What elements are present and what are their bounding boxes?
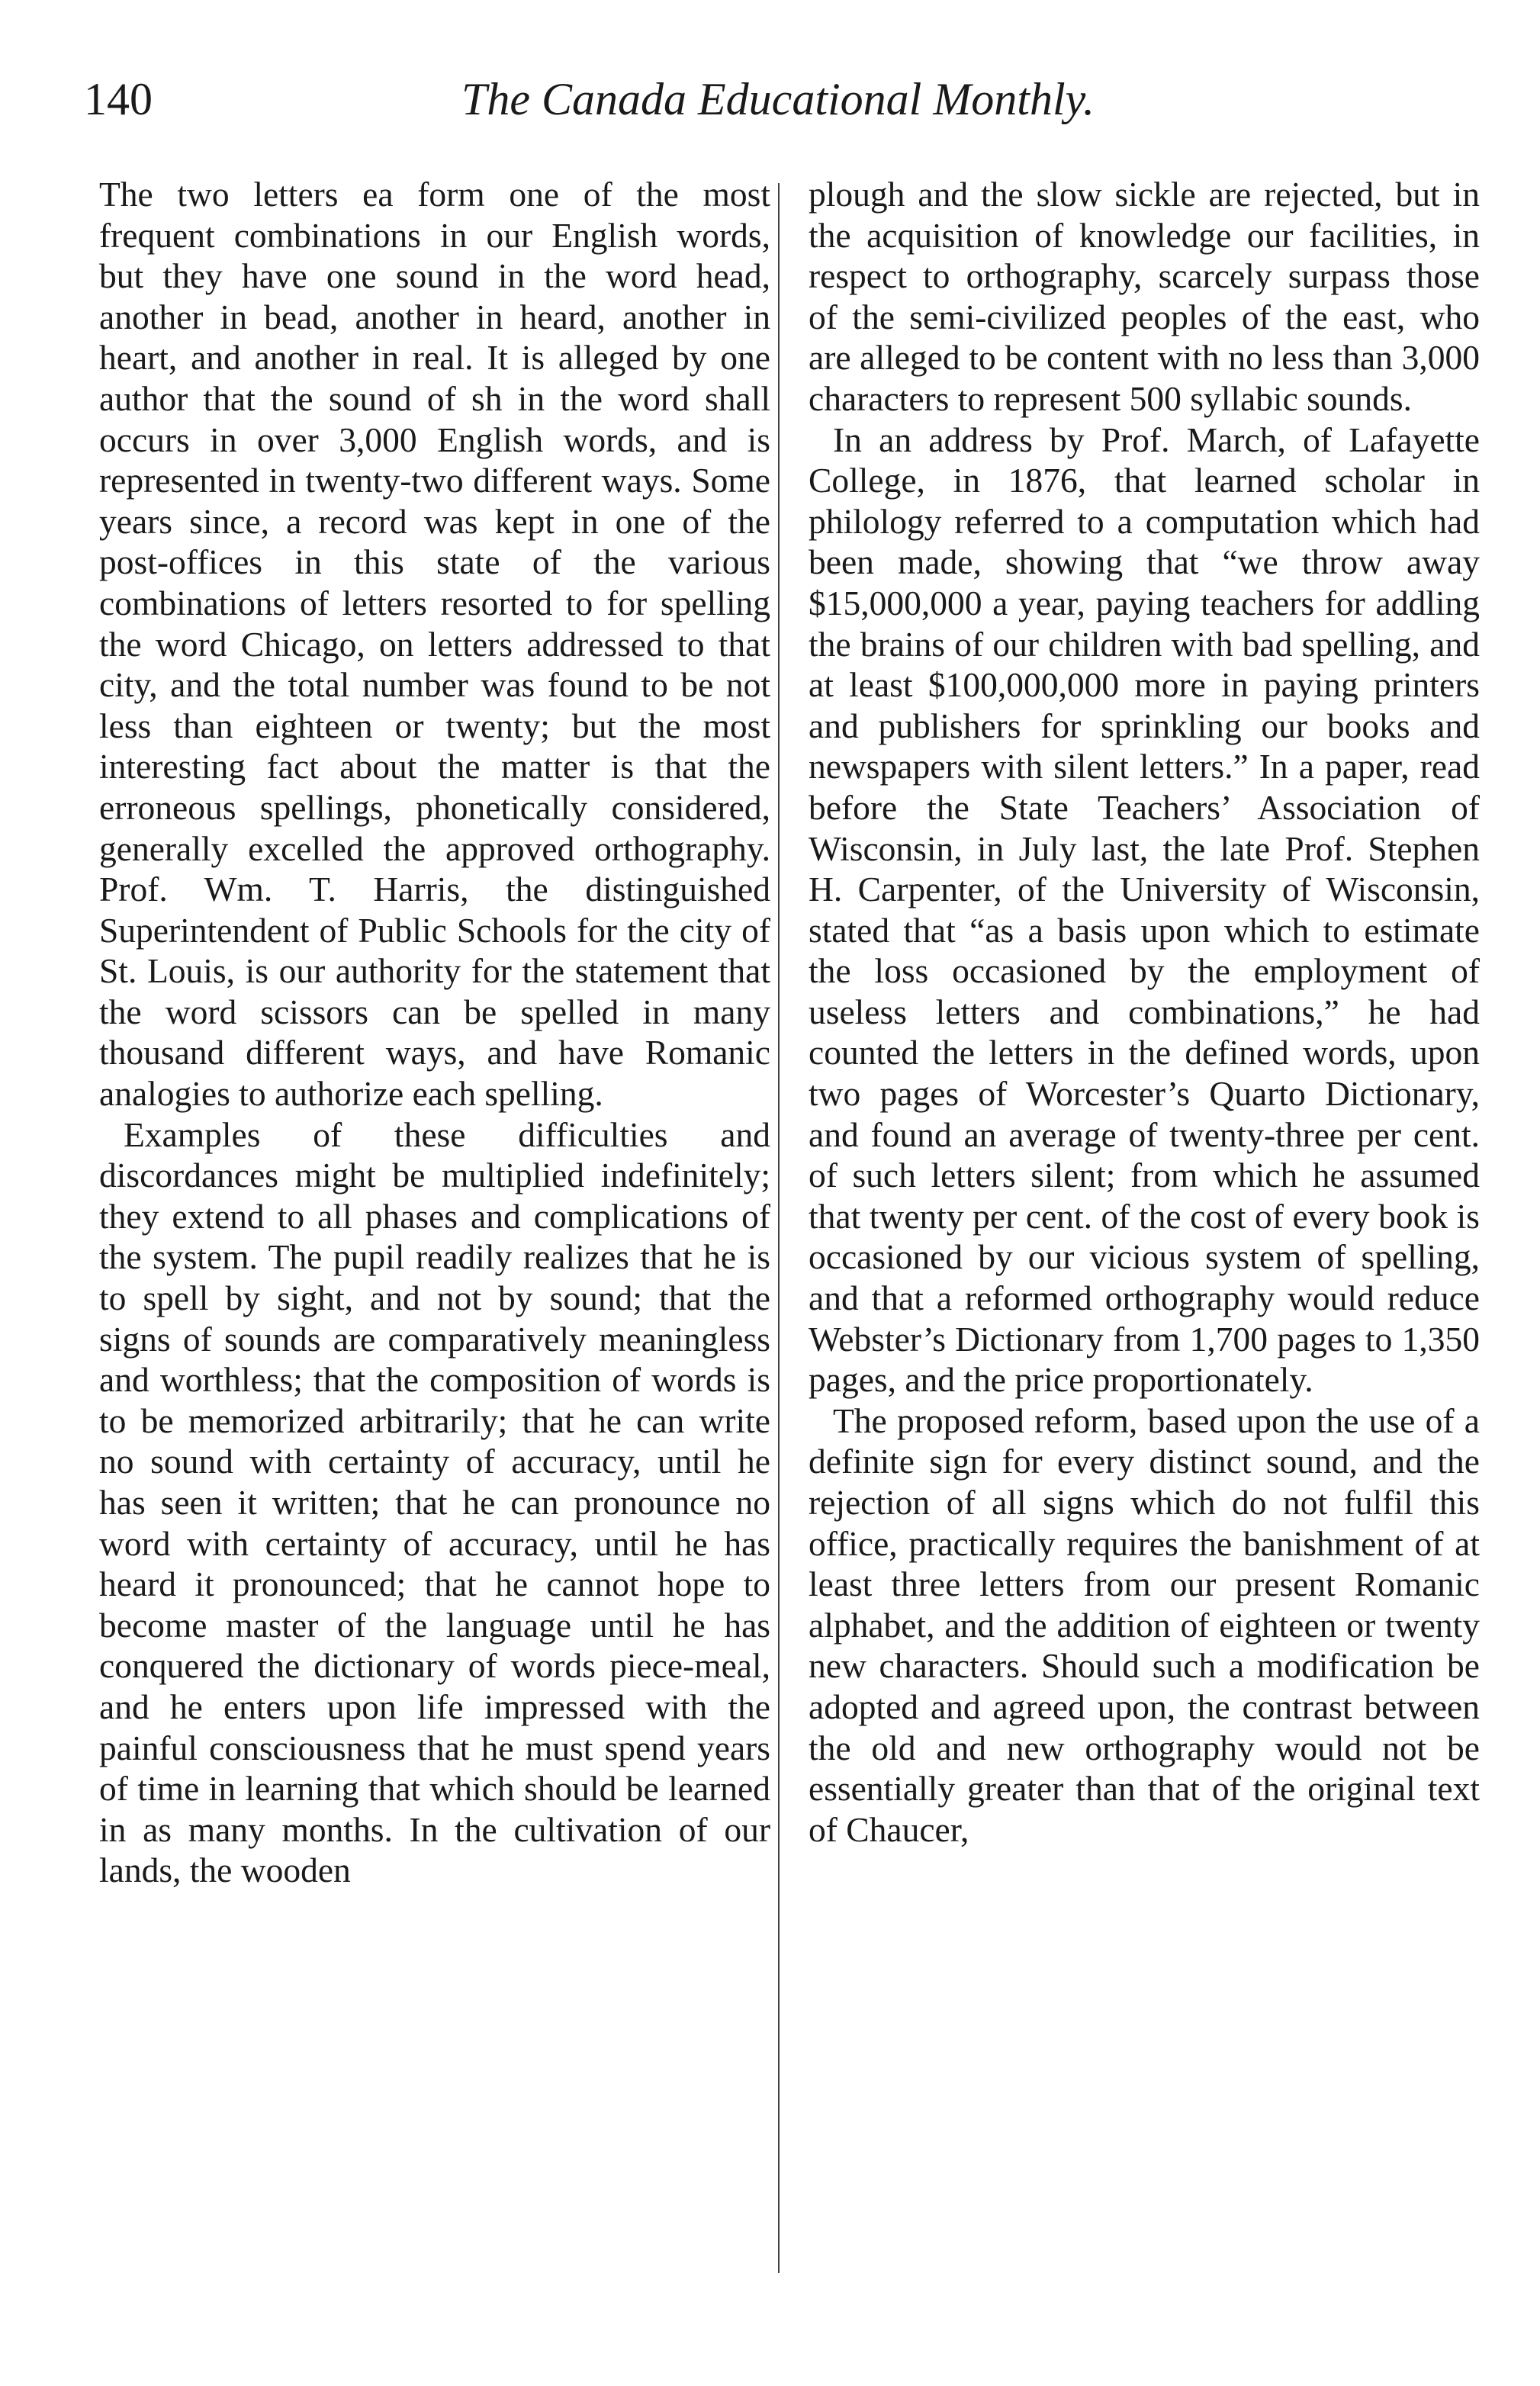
paragraph: plough and the slow sickle are rejected, but in the acquisition of knowledge our facilities, in respect to orthography, scarcely surpass those of the semi-civilized peoples of the east, who are alleged to be content with no less than 3,000 characters to represent 500 syllabic sounds. <box>809 175 1480 418</box>
right-column <box>809 174 1480 2287</box>
paragraph: The proposed reform, based upon the use of a definite sign for every distinct sound, and the rejection of all signs which do not fulfil this office, practically requires the banishment of at least three letters from our present Romanic alphabet, and the addition of eighteen or twenty new characters. Should such a modification be adopted and agreed upon, the contrast between the old and new orthography would not be essentially greater than that of the original text of Chaucer, <box>809 1400 1480 1849</box>
page-number: 140 <box>84 74 153 124</box>
column-divider <box>778 183 780 2273</box>
paragraph: In an address by Prof. March, of Lafayette College, in 1876, that learned scholar in philology referred to a computation which had been made, showing that “we throw away $15,000,000 a year, paying teachers for addling the brains of our children with bad spelling, and at least $100,000,000 more in paying printers and publishers for sprinkling our books and newspapers with silent letters.” In a paper, read before the State Teachers’ Association of Wisconsin, in July last, the late Prof. Stephen H. Carpenter, of the University of Wisconsin, stated that “as a basis upon which to estimate the loss occasioned by the employment of useless letters and combinations,” he had counted the letters in the defined words, upon two pages of Worcester’s Quarto Dictionary, and found an average of twenty-three per cent. of such letters silent; from which he assumed that twenty per cent. of the cost of every book is occasioned by our vicious system of spelling, and that a reformed orthography would reduce Webster’s Dictionary from 1,700 pages to 1,350 pages, and the price proportionately. <box>809 420 1480 1400</box>
page-header <box>84 73 1472 134</box>
paragraph: Examples of these difficulties and discordances might be multiplied indefinitely; they extend to all phases and complications of the system. The pupil readily realizes that he is to spell by sight, and not by sound; that the signs of sounds are comparatively meaningless and worthless; that the composition of words is to be memorized arbitrarily; that he can write no sound with certainty of accuracy, until he has seen it written; that he can pronounce no word with certainty of accuracy, until he has heard it pronounced; that he cannot hope to become master of the language until he has conquered the dictionary of words piece-meal, and he enters upon life impressed with the painful consciousness that he must spend years of time in learning that which should be learned in as many months. In the cultivation of our lands, the wooden <box>99 1114 770 1890</box>
running-title: The Canada Educational Monthly. <box>461 74 1095 124</box>
left-column <box>99 174 770 2287</box>
paragraph: The two letters ea form one of the most frequent combinations in our English words, but they have one sound in the word head, another in bead, another in heard, another in heart, and another in real. It is alleged by one author that the sound of sh in the word shall occurs in over 3,000 English words, and is represented in twenty-two different ways. Some years since, a record was kept in one of the post-offices in this state of the various combinations of letters resorted to for spelling the word Chicago, on letters addressed to that city, and the total number was found to be not less than eighteen or twenty; but the most interesting fact about the matter is that the erroneous spellings, phonetically considered, generally excelled the approved orthography. Prof. Wm. T. Harris, the distinguished Superintendent of Public Schools for the city of St. Louis, is our authority for the statement that the word scissors can be spelled in many thousand different ways, and have Romanic analogies to authorize each spelling. <box>99 175 770 1114</box>
